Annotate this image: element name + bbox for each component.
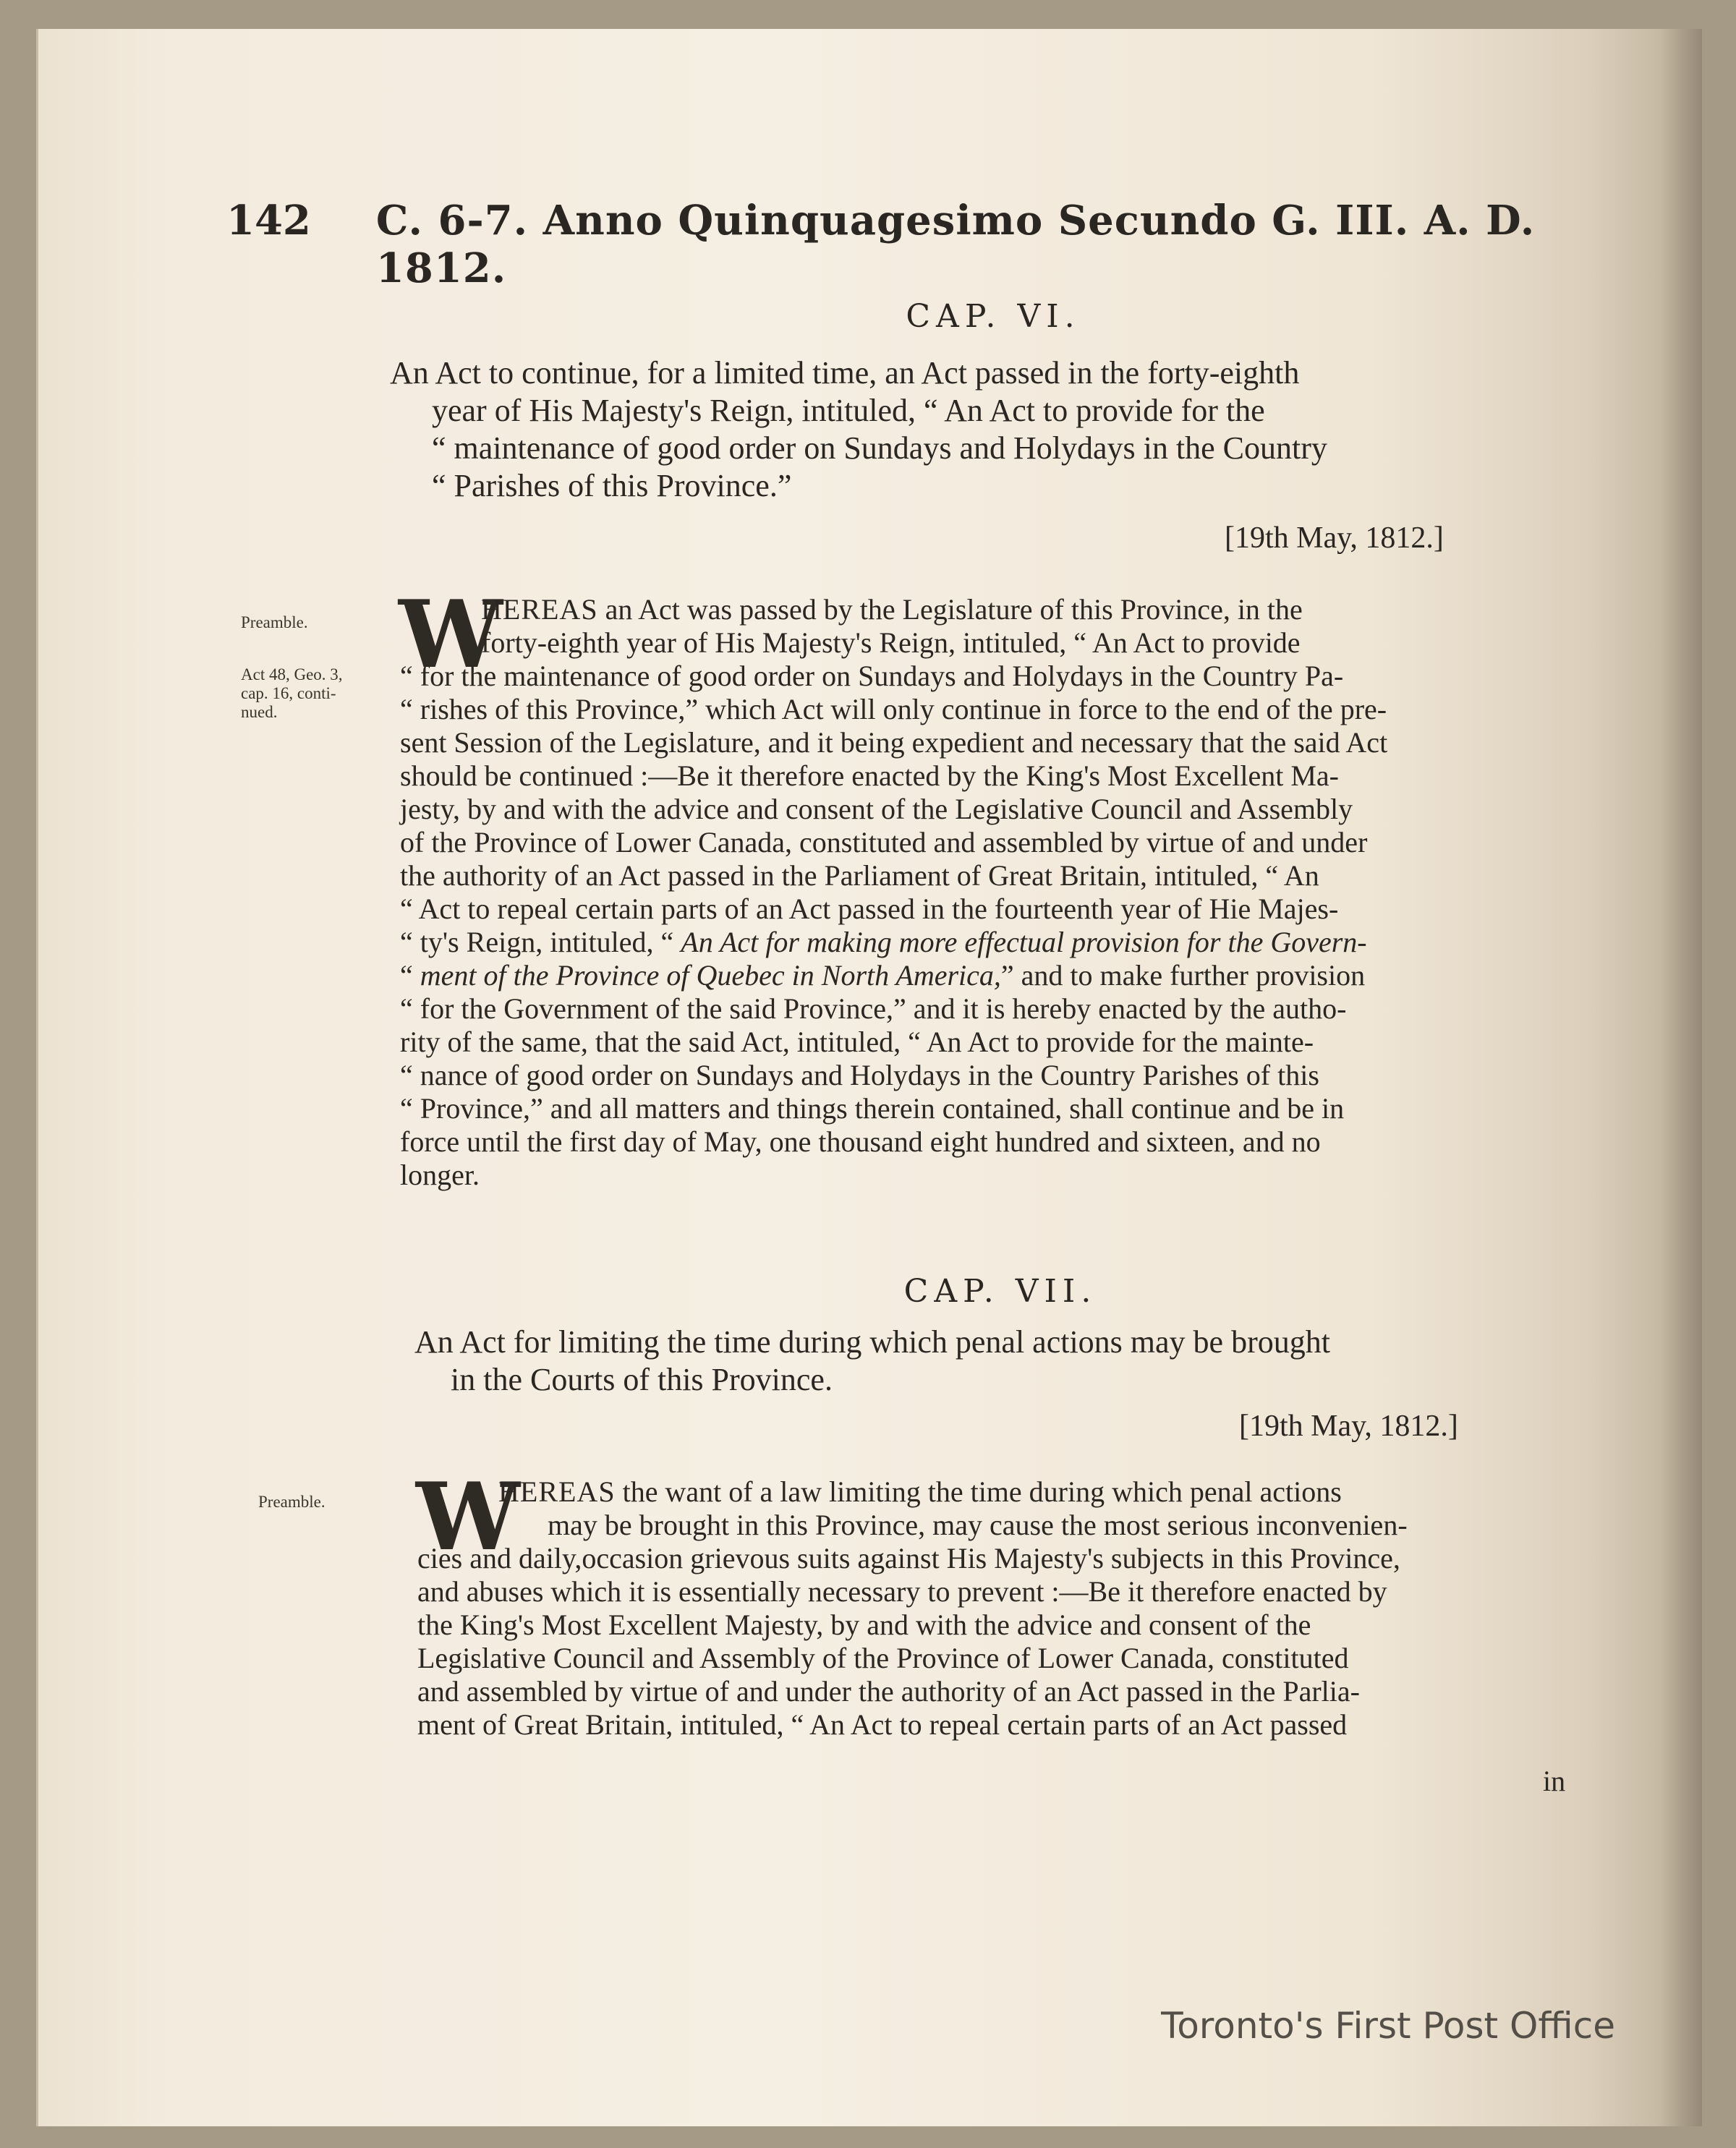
body-line [400, 959, 1387, 992]
sidenote-line: Act 48, Geo. 3, [241, 665, 343, 683]
first-word: HEREAS [498, 1475, 616, 1508]
cap-7-title-line: An Act for limiting the time during which penal actions may be brought [414, 1324, 1330, 1360]
body-line: may be brought in this Province, may cause the most serious inconvenien- [548, 1509, 1408, 1541]
body-line: “ rishes of this Province,” which Act will only continue in force to the end of the pre- [400, 693, 1387, 725]
body-line-text: ” and to make further provision [1000, 959, 1366, 992]
body-line: and abuses which it is essentially necessary to prevent :—Be it therefore enacted by [417, 1575, 1387, 1608]
cap-7-body [416, 1463, 1408, 1742]
body-line [417, 1475, 1408, 1509]
body-line: “ nance of good order on Sundays and Holydays in the Country Parishes of this [400, 1059, 1319, 1091]
body-line: ment of Great Britain, intituled, “ An Act to repeal certain parts of an Act passed [417, 1708, 1348, 1741]
cap-6-preamble-note [241, 613, 308, 632]
cap-7-date: [19th May, 1812.] [1239, 1410, 1458, 1443]
cap-6-body [399, 581, 1388, 1192]
body-line-text: the want of a law limiting the time during which penal actions [622, 1475, 1342, 1508]
cap-7-drop-cap: W [416, 1463, 520, 1572]
cap-6-date: [19th May, 1812.] [1225, 521, 1444, 555]
first-word: HEREAS [481, 593, 598, 626]
body-line: of the Province of Lower Canada, constituted and assembled by virtue of and under [400, 826, 1368, 858]
body-line: longer. [400, 1159, 480, 1191]
body-line: “ for the Government of the said Province,” and it is hereby enacted by the autho- [400, 992, 1347, 1025]
cap-6-title-line: year of His Majesty's Reign, intituled, “ An Act to provide for the [432, 393, 1265, 428]
cap-6-title-line: An Act to continue, for a limited time, an Act passed in the forty-eighth [390, 355, 1300, 391]
catchword: in [1543, 1765, 1566, 1797]
running-title: C. 6-7. Anno Quinquagesimo Secundo G. III. A. D. 1812. [375, 197, 1536, 292]
body-line: “ for the maintenance of good order on Sundays and Holydays in the Country Pa- [400, 660, 1344, 692]
watermark: Toronto's First Post Office [1161, 2005, 1615, 2047]
cap-7-title [414, 1324, 1330, 1399]
body-line: the authority of an Act passed in the Parliament of Great Britain, intituled, “ An [400, 859, 1319, 892]
body-line: Legislative Council and Assembly of the Province of Lower Canada, constituted [417, 1642, 1349, 1674]
cap-6-act-reference-note [241, 665, 343, 722]
body-line: forty-eighth year of His Majesty's Reign, intituled, “ An Act to provide [481, 626, 1301, 659]
cap-6-title [390, 354, 1327, 505]
body-line: cies and daily,occasion grievous suits against His Majesty's subjects in this Province, [417, 1542, 1400, 1574]
body-line: “ Act to repeal certain parts of an Act passed in the fourteenth year of Hie Majes- [400, 892, 1339, 925]
body-line: jesty, by and with the advice and consent of the Legislative Council and Assembly [400, 793, 1353, 825]
italic-act-title: ment of the Province of Quebec in North America, [420, 959, 1001, 992]
body-line: sent Session of the Legislature, and it being expedient and necessary that the said Act [400, 726, 1388, 759]
body-line: and assembled by virtue of and under the authority of an Act passed in the Parlia- [417, 1675, 1360, 1708]
body-line [400, 593, 1387, 626]
page-edge-shadow [1659, 29, 1702, 2126]
body-line [400, 926, 1387, 959]
cap-6-heading: CAP. VI. [906, 298, 1081, 335]
body-line-text: “ [400, 959, 413, 992]
italic-act-title: An Act for making more effectual provision for the Govern- [681, 926, 1367, 958]
body-line: rity of the same, that the said Act, intituled, “ An Act to provide for the mainte- [400, 1026, 1314, 1058]
cap-6-title-line: “ maintenance of good order on Sundays and Holydays in the Country [432, 430, 1327, 466]
sidenote-line: nued. [241, 703, 278, 721]
body-line-text: “ ty's Reign, intituled, “ [400, 926, 674, 958]
body-line: should be continued :—Be it therefore enacted by the King's Most Excellent Ma- [400, 759, 1339, 792]
body-line: “ Province,” and all matters and things therein contained, shall continue and be in [400, 1092, 1345, 1125]
cap-7-preamble-note [258, 1493, 326, 1512]
body-line-text: an Act was passed by the Legislature of this Province, in the [605, 593, 1303, 626]
sidenote-line: cap. 16, conti- [241, 684, 336, 702]
sidenote-preamble: Preamble. [241, 613, 308, 631]
cap-6-drop-cap: W [399, 581, 503, 689]
cap-6-title-line: “ Parishes of this Province.” [432, 468, 792, 503]
sidenote-preamble: Preamble. [258, 1493, 326, 1511]
body-line: the King's Most Excellent Majesty, by and with the advice and consent of the [417, 1608, 1311, 1641]
cap-7-heading: CAP. VII. [903, 1273, 1097, 1310]
book-page [36, 29, 1702, 2126]
page-number: 142 [226, 197, 311, 244]
cap-7-title-line: in the Courts of this Province. [451, 1362, 833, 1397]
body-line: force until the first day of May, one thousand eight hundred and sixteen, and no [400, 1125, 1321, 1158]
page-header [226, 197, 1586, 292]
